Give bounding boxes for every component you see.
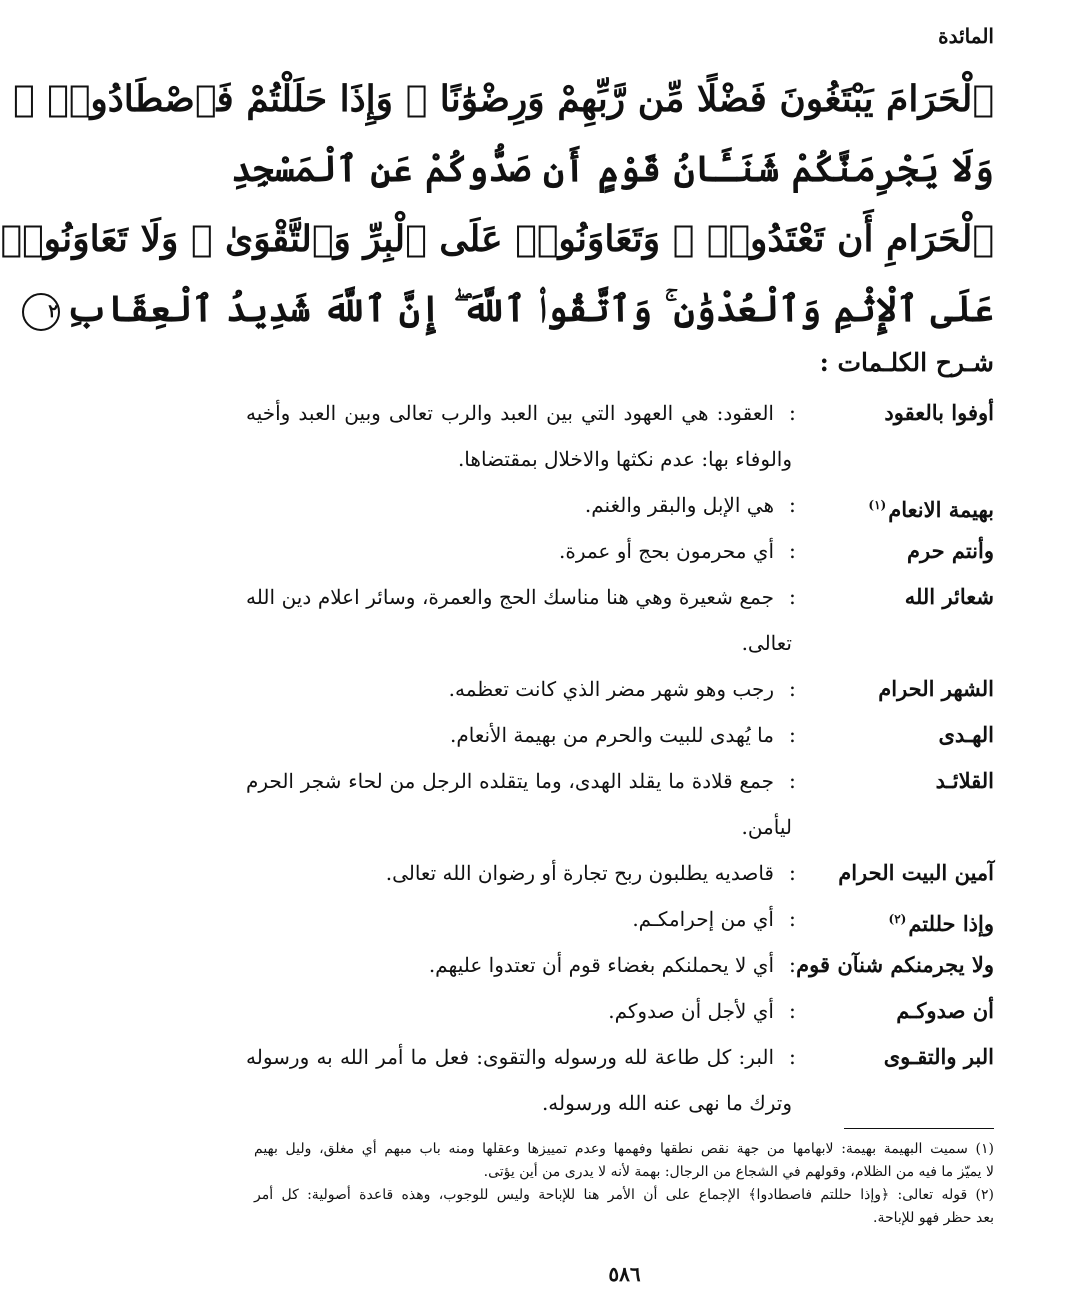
- glossary-definition: جمع شعيرة وهي هنا مناسك الحج والعمرة، وسائر اعلام دين الله: [246, 585, 774, 609]
- glossary-definition: أي لا يحملنكم بغضاء قوم أن تعتدوا عليهم.: [428, 953, 774, 977]
- page-number: ٥٨٦: [608, 1262, 641, 1286]
- glossary-separator: :: [788, 493, 796, 517]
- footnote-reference: (٢): [888, 912, 907, 926]
- glossary-term-text: شعائر الله: [904, 584, 994, 609]
- glossary-entry: [175, 1040, 1074, 1132]
- glossary-separator: :: [788, 723, 796, 747]
- glossary-term: [784, 534, 994, 568]
- glossary-row: [175, 1040, 1074, 1086]
- glossary-row: [175, 718, 1074, 764]
- glossary-term-text: الشهر الحرام: [878, 676, 994, 701]
- glossary-definition: ما يُهدى للبيت والحرم من بهيمة الأنعام.: [449, 723, 774, 747]
- glossary-term: [784, 1040, 994, 1074]
- glossary-entry: [175, 396, 1074, 488]
- glossary-row: [175, 396, 1074, 442]
- glossary-term: [784, 396, 994, 430]
- glossary-separator: :: [788, 539, 796, 563]
- glossary-row: [175, 672, 1074, 718]
- glossary-separator: :: [788, 677, 796, 701]
- glossary-row: [175, 442, 1074, 488]
- glossary-term: [784, 902, 994, 941]
- quran-verses: [0, 64, 994, 344]
- glossary-term-text: أوفوا بالعقود: [884, 400, 994, 425]
- footnotes: [254, 1138, 994, 1230]
- glossary-separator: :: [788, 585, 796, 609]
- glossary-definition: البر: كل طاعة لله ورسوله والتقوى: فعل ما أمر الله به ورسوله: [246, 1045, 774, 1069]
- glossary-entry: [175, 718, 1074, 764]
- footnote: [254, 1184, 994, 1230]
- glossary-term: [784, 580, 994, 614]
- section-title-word-explanations: شـرح الكلـمات :: [819, 348, 994, 377]
- glossary-separator: :: [788, 907, 796, 931]
- glossary-term-text: آمين البيت الحرام: [838, 860, 994, 885]
- surah-name-header: المائدة: [938, 24, 994, 48]
- glossary-entry: [175, 764, 1074, 856]
- glossary-row: [175, 856, 1074, 902]
- verse-text: عَلَى ٱلْإِثْمِ وَٱلْعُدْوَٰنِ ۚ وَٱتَّقُوا۟ ٱللَّهَ ۖ إِنَّ ٱللَّهَ شَدِيدُ ٱلْعِقَابِ: [65, 288, 994, 330]
- verse-end-marker: ٢: [22, 293, 60, 331]
- glossary-entry: [175, 534, 1074, 580]
- verse-line: وَلَا يَجْرِمَنَّكُمْ شَنَـَٔانُ قَوْمٍ أَن صَدُّوكُمْ عَنِ ٱلْمَسْجِدِ: [231, 148, 994, 190]
- glossary-definition: العقود: هي العهود التي بين العبد والرب تعالى وبين العبد وأخيه: [246, 401, 774, 425]
- glossary-term-text: وإذا حللتم: [908, 911, 994, 936]
- glossary-row: [175, 948, 1074, 994]
- glossary-row: [175, 810, 1074, 856]
- glossary-term: [784, 672, 994, 706]
- verse-line: [48, 274, 994, 344]
- glossary-entry: [175, 994, 1074, 1040]
- footnote-line: (١) سميت البهيمة بهيمة: لابهامها من جهة نقص نطقها وفهمها وعدم تمييزها وعقلها ومنه باب مبهم أي مغلق، وليل بهيم: [254, 1141, 994, 1157]
- footnote-divider: [844, 1128, 994, 1129]
- glossary-term: [784, 948, 994, 982]
- glossary-definition: جمع قلادة ما يقلد الهدى، وما يتقلده الرجل من لحاء شجر الحرم: [246, 769, 774, 793]
- footnote-line: بعد حظر فهو للإباحة.: [873, 1210, 994, 1226]
- glossary-row: [175, 626, 1074, 672]
- glossary-separator: :: [788, 1045, 796, 1069]
- glossary-entry: [175, 948, 1074, 994]
- footnote: [254, 1138, 994, 1184]
- glossary-definition: أي لأجل أن صدوكم.: [608, 999, 774, 1023]
- glossary-definition: والوفاء بها: عدم نكثها والاخلال بمقتضاها.: [457, 447, 792, 471]
- glossary-term: [784, 718, 994, 752]
- glossary-term: [784, 764, 994, 798]
- glossary-separator: :: [788, 769, 796, 793]
- glossary-definition: أي من إحرامكـم.: [632, 907, 774, 931]
- glossary-entry: [175, 672, 1074, 718]
- glossary-definition: رجب وهو شهر مضر الذي كانت تعظمه.: [448, 677, 774, 701]
- footnote-line: لا يميّز ما فيه من الظلام، وقولهم في الشجاع من الرجال: بهمة لأنه لا يدرى من أين يؤتى.: [483, 1164, 994, 1180]
- glossary-term-text: القلائـد: [935, 768, 994, 793]
- verse-line: ٱلْحَرَامِ أَن تَعْتَدُوا۟ ۘ وَتَعَاوَنُوا۟ عَلَى ٱلْبِرِّ وَٱلتَّقْوَىٰ ۖ وَلَا تَعَاوَنُوا۟: [0, 218, 994, 260]
- glossary-entry: [175, 488, 1074, 534]
- glossary-separator: :: [788, 999, 796, 1023]
- glossary-definition: أي محرمون بحج أو عمرة.: [559, 539, 774, 563]
- glossary-separator: :: [788, 953, 796, 977]
- glossary-term-text: الهـدى: [938, 722, 994, 747]
- glossary-definition: هي الإبل والبقر والغنم.: [584, 493, 774, 517]
- glossary-term: [784, 488, 994, 527]
- glossary-definition: ليأمن.: [741, 815, 792, 839]
- glossary-definition: قاصديه يطلبون ربح تجارة أو رضوان الله تعالى.: [385, 861, 774, 885]
- glossary-row: [175, 764, 1074, 810]
- glossary-entry: [175, 902, 1074, 948]
- glossary-term-text: بهيمة الانعام: [888, 497, 994, 522]
- glossary-row: [175, 534, 1074, 580]
- verse-line: ٱلْحَرَامَ يَبْتَغُونَ فَضْلًا مِّن رَّبِّهِمْ وَرِضْوَٰنًا ۚ وَإِذَا حَلَلْتُمْ فَٱصْطَادُوا۟ ۚ: [13, 78, 994, 120]
- glossary-term-text: وأنتم حرم: [906, 538, 994, 563]
- glossary-list: [175, 396, 1074, 1132]
- glossary-term-text: البر والتقـوى: [883, 1044, 994, 1069]
- glossary-term-text: ولا يجرمنكم شنآن قوم: [796, 952, 994, 977]
- glossary-term: [784, 856, 994, 890]
- glossary-separator: :: [788, 401, 796, 425]
- glossary-row: [175, 488, 1074, 534]
- glossary-definition: تعالى.: [741, 631, 792, 655]
- footnote-reference: (١): [868, 498, 887, 512]
- glossary-row: [175, 994, 1074, 1040]
- glossary-definition: وترك ما نهى عنه الله ورسوله.: [541, 1091, 792, 1115]
- glossary-row: [175, 580, 1074, 626]
- glossary-term: [784, 994, 994, 1028]
- glossary-entry: [175, 580, 1074, 672]
- glossary-row: [175, 902, 1074, 948]
- footnote-line: (٢) قوله تعالى: ﴿وإذا حللتم فاصطادوا﴾ الإجماع على أن الأمر هنا للإباحة وليس للوجوب، وهذه قاعدة أصولية: كل أمر: [254, 1187, 994, 1203]
- glossary-term-text: أن صدوكـم: [896, 998, 994, 1023]
- glossary-entry: [175, 856, 1074, 902]
- glossary-row: [175, 1086, 1074, 1132]
- glossary-separator: :: [788, 861, 796, 885]
